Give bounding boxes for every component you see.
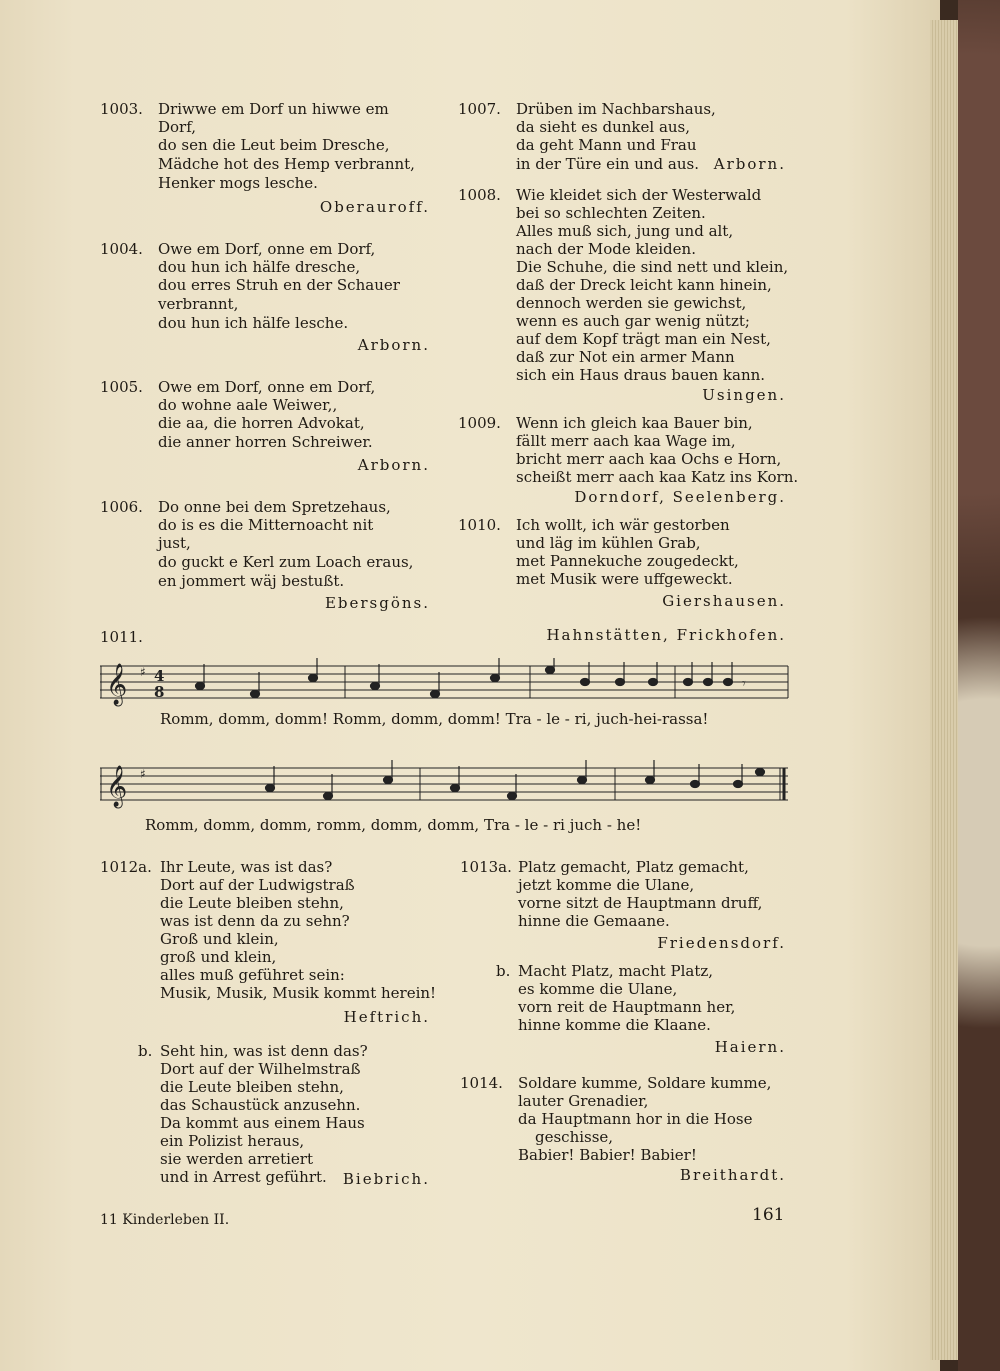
verse-line: auf dem Kopf trägt man ein Nest, <box>516 330 771 348</box>
verse-source: Arborn. <box>357 456 430 474</box>
verse-line: Wie kleidet sich der Westerwald <box>516 186 762 204</box>
verse-line: do sen die Leut beim Dresche, <box>158 136 390 154</box>
note <box>646 777 655 784</box>
verse-source: Usingen. <box>702 386 786 404</box>
verse-number: b. <box>138 1042 153 1060</box>
song-lyric-2: Romm, domm, domm, romm, domm, domm, Tra - le - ri juch - he! <box>145 816 642 834</box>
verse-line: Ich wollt, ich wär gestorben <box>516 516 730 534</box>
verse-line: Mädche hot des Hemp verbrannt, <box>158 155 415 173</box>
verse-line: hinne komme die Klaane. <box>518 1016 711 1034</box>
verse-number: b. <box>496 962 511 980</box>
note <box>581 679 590 686</box>
note <box>251 691 260 698</box>
verse-line: Ihr Leute, was ist das? <box>160 858 333 876</box>
verse-line: wenn es auch gar wenig nützt; <box>516 312 750 330</box>
verse-source: Biebrich. <box>342 1170 430 1188</box>
verse-source: Oberauroff. <box>319 198 430 216</box>
verse-line: und läg im kühlen Grab, <box>516 534 701 552</box>
book-cover <box>958 0 1000 1371</box>
verse-source: Heftrich. <box>343 1008 430 1026</box>
verse-line: met Pannekuche zougedeckt, <box>516 552 739 570</box>
note <box>578 777 587 784</box>
verse-line: vorn reit de Hauptmann her, <box>518 998 736 1016</box>
note <box>704 679 713 686</box>
note <box>309 675 318 682</box>
verse-line: Dort auf der Ludwigstraß <box>160 876 355 894</box>
verse-line: Die Schuhe, die sind nett und klein, <box>516 258 789 276</box>
verse-line: und in Arrest geführt. <box>160 1168 327 1186</box>
verse-line: verbrannt, <box>158 295 239 313</box>
note <box>491 675 500 682</box>
verse-source: Ebersgöns. <box>324 594 430 612</box>
song-source: Hahnstätten, Frickhofen. <box>546 626 786 644</box>
verse-line: was ist denn da zu sehn? <box>160 912 350 930</box>
music-staff-1 <box>100 658 790 708</box>
verse-line: jetzt komme die Ulane, <box>518 876 695 894</box>
verse-line: Babier! Babier! Babier! <box>518 1146 697 1164</box>
verse-number: 1003. <box>100 100 143 118</box>
verse-source: Haiern. <box>714 1038 786 1056</box>
verse-line: Platz gemacht, Platz gemacht, <box>518 858 749 876</box>
sharp-icon: ♯ <box>140 665 146 679</box>
note <box>371 683 380 690</box>
verse-line: bricht merr aach kaa Ochs e Horn, <box>516 450 782 468</box>
verse-number: 1004. <box>100 240 143 258</box>
verse-line: dou hun ich hälfe dresche, <box>158 258 361 276</box>
verse-line: die anner horren Schreiwer. <box>158 433 373 451</box>
verse-line: alles muß geführet sein: <box>160 966 345 984</box>
verse-line: Soldare kumme, Soldare kumme, <box>518 1074 772 1092</box>
rest-icon: 𝄾 <box>742 676 746 692</box>
verse-line: geschisse, <box>535 1128 614 1146</box>
verse-source: Breithardt. <box>679 1166 786 1184</box>
verse-line: Da kommt aus einem Haus <box>160 1114 365 1132</box>
note <box>616 679 625 686</box>
note <box>324 793 333 800</box>
song-lyric-1: Romm, domm, domm! Romm, domm, domm! Tra - le - ri, juch-hei-rassa! <box>160 710 709 728</box>
verse-number: 1008. <box>458 186 501 204</box>
note <box>196 683 205 690</box>
treble-clef-icon: 𝄞 <box>106 664 128 705</box>
time-sig-top: 4 <box>154 667 165 685</box>
verse-number: 1014. <box>460 1074 503 1092</box>
verse-line: do guckt e Kerl zum Loach eraus, <box>158 553 414 571</box>
verse-line: do wohne aale Weiwer,, <box>158 396 338 414</box>
note <box>756 769 765 776</box>
note <box>384 777 393 784</box>
verse-line: Macht Platz, macht Platz, <box>518 962 714 980</box>
verse-line: met Musik were uffgeweckt. <box>516 570 733 588</box>
verse-line: das Schaustück anzusehn. <box>160 1096 361 1114</box>
music-staff-2 <box>100 760 790 810</box>
verse-line: da Hauptmann hor in die Hose <box>518 1110 753 1128</box>
verse-line: do is es die Mitternoacht nit <box>158 516 374 534</box>
note <box>734 781 743 788</box>
verse-line: Groß und klein, <box>160 930 279 948</box>
verse-line: groß und klein, <box>160 948 277 966</box>
verse-number: 1012a. <box>100 858 152 876</box>
verse-number: 1010. <box>458 516 501 534</box>
verse-line: fällt merr aach kaa Wage im, <box>516 432 736 450</box>
verse-number: 1007. <box>458 100 501 118</box>
note <box>649 679 658 686</box>
verse-line: sich ein Haus draus bauen kann. <box>516 366 766 384</box>
time-sig-bottom: 8 <box>154 683 165 701</box>
verse-line: Owe em Dorf, onne em Dorf, <box>158 378 376 396</box>
verse-line: die Leute bleiben stehn, <box>160 894 344 912</box>
note <box>431 691 440 698</box>
verse-number: 1013a. <box>460 858 512 876</box>
note <box>451 785 460 792</box>
verse-line: Owe em Dorf, onne em Dorf, <box>158 240 376 258</box>
verse-line: daß zur Not ein armer Mann <box>516 348 735 366</box>
verse-line: scheißt merr aach kaa Katz ins Korn. <box>516 468 799 486</box>
verse-line: lauter Grenadier, <box>518 1092 649 1110</box>
page-edges <box>930 20 960 1360</box>
verse-line: die Leute bleiben stehn, <box>160 1078 344 1096</box>
note <box>546 667 555 674</box>
verse-line: Wenn ich gleich kaa Bauer bin, <box>516 414 753 432</box>
treble-clef-icon: 𝄞 <box>106 766 128 807</box>
verse-line: hinne die Gemaane. <box>518 912 670 930</box>
verse-line: dou hun ich hälfe lesche. <box>158 314 349 332</box>
verse-line: vorne sitzt de Hauptmann druff, <box>518 894 763 912</box>
verse-line: dennoch werden sie gewichst, <box>516 294 747 312</box>
sharp-icon: ♯ <box>140 767 146 781</box>
verse-line: nach der Mode kleiden. <box>516 240 696 258</box>
verse-line: Musik, Musik, Musik kommt herein! <box>160 984 437 1002</box>
verse-number: 1006. <box>100 498 143 516</box>
verse-source: Giershausen. <box>662 592 786 610</box>
verse-line: daß der Dreck leicht kann hinein, <box>516 276 772 294</box>
verse-line: in der Türe ein und aus. <box>516 155 699 173</box>
verse-line: sie werden arretiert <box>160 1150 313 1168</box>
verse-line: dou erres Struh en der Schauer <box>158 276 400 294</box>
signature-mark: 11 Kinderleben II. <box>100 1212 230 1228</box>
verse-line: just, <box>158 534 191 552</box>
verse-source: Arborn. <box>357 336 430 354</box>
note <box>691 781 700 788</box>
verse-line: bei so schlechten Zeiten. <box>516 204 706 222</box>
page-number: 161 <box>752 1205 785 1225</box>
verse-line: Seht hin, was ist denn das? <box>160 1042 368 1060</box>
verse-source: Arborn. <box>713 155 786 173</box>
verse-line: Do onne bei dem Spretzehaus, <box>158 498 391 516</box>
verse-source: Friedensdorf. <box>657 934 786 952</box>
verse-line: Dort auf der Wilhelmstraß <box>160 1060 361 1078</box>
verse-line: Dorf, <box>158 118 197 136</box>
note <box>724 679 733 686</box>
verse-source: Dorndorf, Seelenberg. <box>574 488 786 506</box>
song-number: 1011. <box>100 628 143 646</box>
note <box>266 785 275 792</box>
verse-number: 1005. <box>100 378 143 396</box>
verse-number: 1009. <box>458 414 501 432</box>
verse-line: Drüben im Nachbarshaus, <box>516 100 716 118</box>
verse-line: es komme die Ulane, <box>518 980 678 998</box>
note <box>508 793 517 800</box>
verse-line: Henker mogs lesche. <box>158 174 318 192</box>
verse-line: Alles muß sich, jung und alt, <box>516 222 734 240</box>
verse-line: da sieht es dunkel aus, <box>516 118 691 136</box>
verse-line: en jommert wäj bestußt. <box>158 572 345 590</box>
verse-line: Driwwe em Dorf un hiwwe em <box>158 100 389 118</box>
verse-line: die aa, die horren Advokat, <box>158 414 365 432</box>
verse-line: ein Polizist heraus, <box>160 1132 305 1150</box>
note <box>684 679 693 686</box>
verse-line: da geht Mann und Frau <box>516 136 697 154</box>
